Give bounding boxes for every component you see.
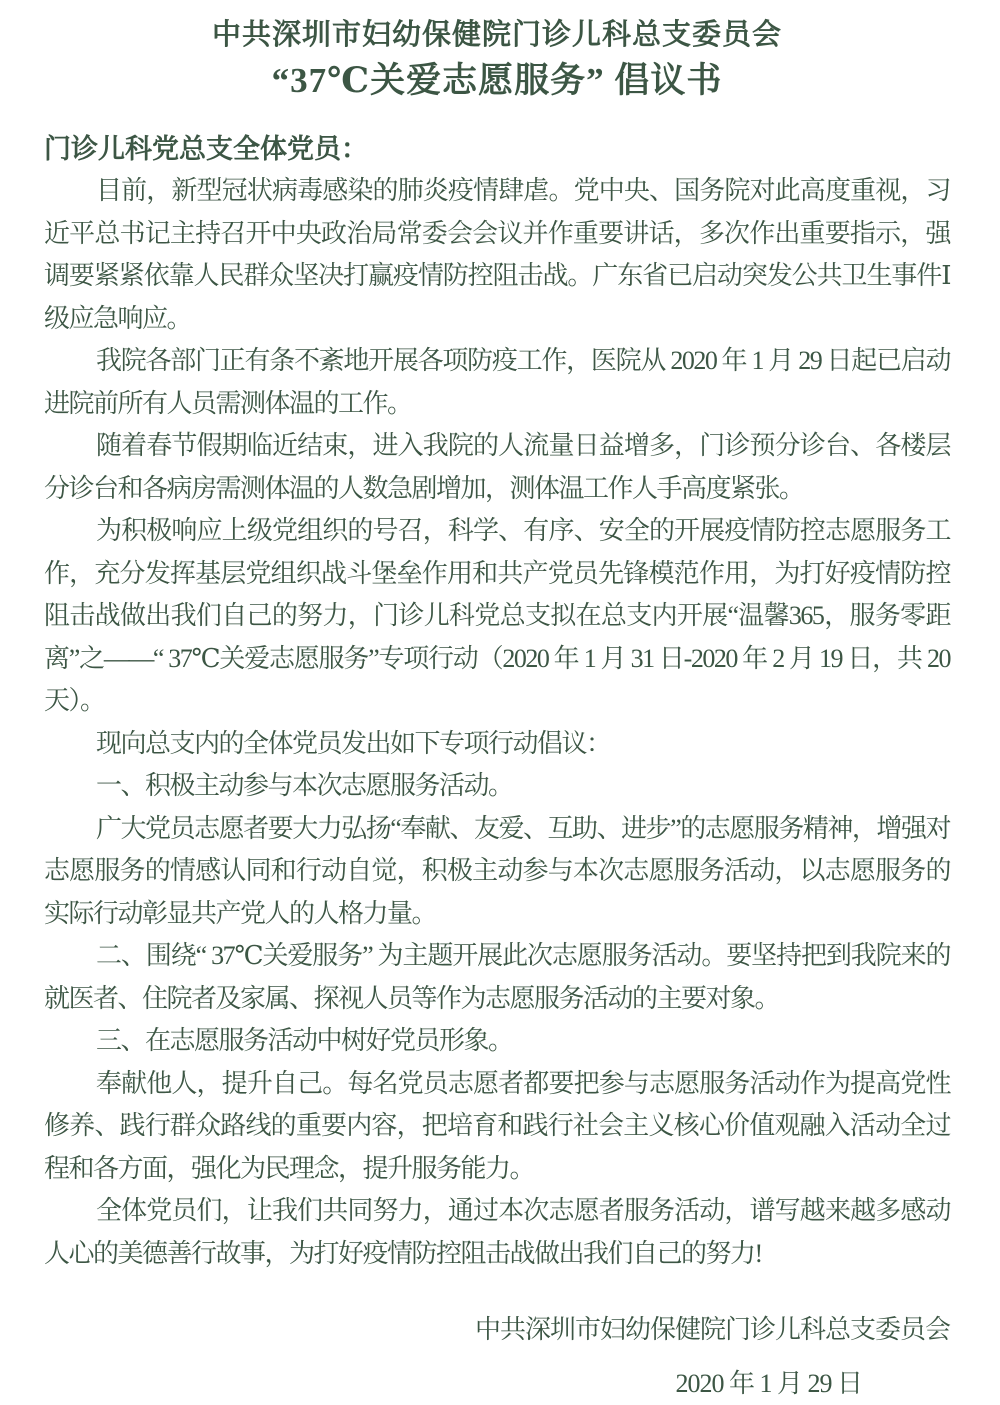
paragraph: 现向总支内的全体党员发出如下专项行动倡议： xyxy=(96,728,611,758)
paragraph: 我院各部门正有条不紊地开展各项防疫工作，医院从 2020 年 1 月 29 日起已启动进院前所有人员需测体温的工作。 xyxy=(44,346,950,418)
signature-block xyxy=(44,1309,950,1405)
paragraph-heading-3: 三、在志愿服务活动中树好党员形象。 xyxy=(96,1026,513,1055)
paragraph: 广大党员志愿者要大力弘扬“奉献、友爱、互助、进步”的志愿服务精神，增强对志愿服务的情感认同和行动自觉，积极主动参与本次志愿服务活动，以志愿服务的实际行动彰显共产党人的人格力量。 xyxy=(44,813,950,928)
paragraph-heading-1: 一、积极主动参与本次志愿服务活动。 xyxy=(96,771,513,800)
paragraph: 为积极响应上级党组织的号召，科学、有序、安全的开展疫情防控志愿服务工作，充分发挥基层党组织战斗堡垒作用和共产党员先锋模范作用，为打好疫情防控阻击战做出我们自己的努力，门诊儿科党总支拟在总支内开展“温馨365，服务零距离”之——“ 37℃关爱志愿服务”专项行动（2020 年 1 月 31 日-2020 年 2 月 19 日，共 20 天）。 xyxy=(44,516,950,715)
paragraph: 奉献他人，提升自己。每名党员志愿者都要把参与志愿服务活动作为提高党性修养、践行群众路线的重要内容，把培育和践行社会主义核心价值观融入活动全过程和各方面，强化为民理念，提升服务能力。 xyxy=(44,1068,950,1183)
paragraph-heading-2: 二、围绕“ 37℃关爱服务” 为主题开展此次志愿服务活动。要坚持把到我院来的就医者、住院者及家属、探视人员等作为志愿服务活动的主要对象。 xyxy=(44,941,950,1013)
paragraph: 目前，新型冠状病毒感染的肺炎疫情肆虐。党中央、国务院对此高度重视，习近平总书记主持召开中央政治局常委会会议并作重要讲话，多次作出重要指示，强调要紧紧依靠人民群众坚决打赢疫情防控阻击战。广东省已启动突发公共卫生事件Ⅰ级应急响应。 xyxy=(44,176,950,333)
page-title: 中共深圳市妇幼保健院门诊儿科总支委员会 xyxy=(211,19,782,51)
paragraph: 全体党员们，让我们共同努力，通过本次志愿者服务活动，谱写越来越多感动人心的美德善行故事，为打好疫情防控阻击战做出我们自己的努力! xyxy=(44,1196,950,1268)
salutation: 门诊儿科党总支全体党员： xyxy=(44,134,368,164)
signature: 中共深圳市妇幼保健院门诊儿科总支委员会 xyxy=(474,1315,950,1344)
signature-date: 2020 年 1 月 29 日 xyxy=(675,1369,862,1398)
page-subtitle: “37℃关爱志愿服务” 倡议书 xyxy=(271,61,723,100)
paragraph: 随着春节假期临近结束，进入我院的人流量日益增多，门诊预分诊台、各楼层分诊台和各病房需测体温的人数急剧增加，测体温工作人手高度紧张。 xyxy=(44,431,950,503)
document-body xyxy=(44,170,950,1275)
